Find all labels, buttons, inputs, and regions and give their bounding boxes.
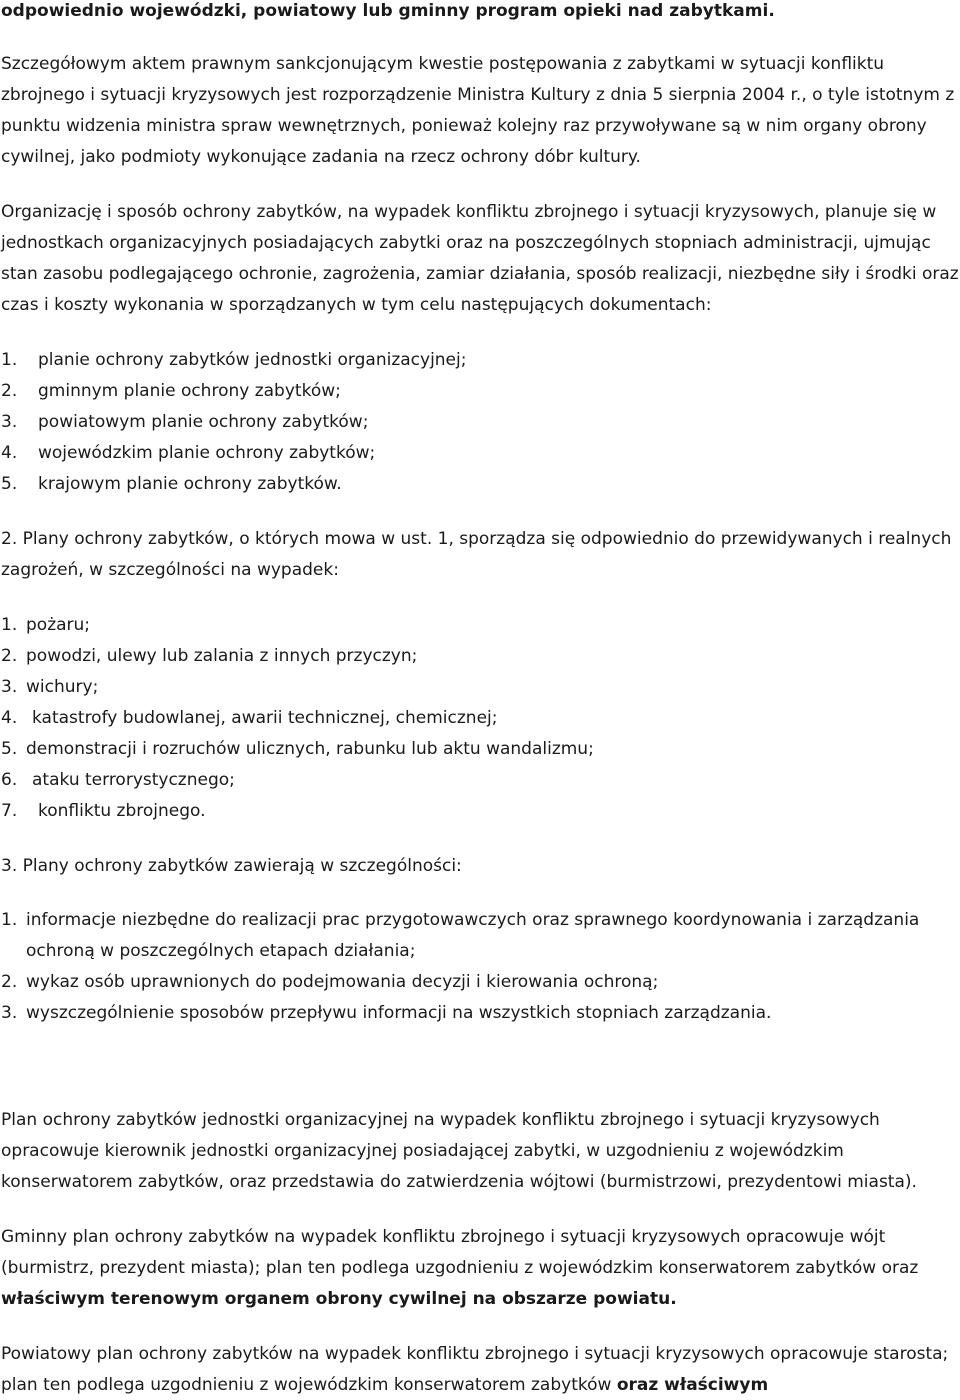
list-item [1, 672, 959, 703]
paragraph-organization: Organizację i sposób ochrony zabytków, na wypadek konfliktu zbrojnego i sytuacji kryzysowych, planuje się w jednostkach organizacyjnych posiadających zabytki oraz na poszczególnych stopniach administracji, ujmując stan zasobu podlegającego ochronie, zagrożenia, zamiar działania, sposób realizacji, niezbędne siły i środki oraz czas i koszty wykonania w sporządzanych w tym celu następujących dokumentach: [1, 202, 959, 315]
list-number: 2. [1, 381, 18, 401]
list-item [1, 998, 959, 1029]
list-number: 4. [1, 443, 18, 463]
list-item [1, 610, 959, 641]
list-text: wyszczególnienie sposobów przepływu informacji na wszystkich stopniach zarządzania. [26, 1003, 772, 1023]
list-number: 1. [1, 350, 18, 370]
list-text: demonstracji i rozruchów ulicznych, rabunku lub aktu wandalizmu; [26, 739, 594, 759]
list-item [1, 967, 959, 998]
list-number: 7. [1, 801, 18, 821]
paragraph-unit-plan: Plan ochrony zabytków jednostki organizacyjnej na wypadek konfliktu zbrojnego i sytuacji kryzysowych opracowuje kierownik jednostki organizacyjnej posiadającej zabytki, w uzgodnieniu z wojewódzkim konserwatorem zabytków, oraz przedstawia do zatwierdzenia wójtowi (burmistrzowi, prezydentowi miasta). [1, 1110, 917, 1192]
list-text: powodzi, ulewy lub zalania z innych przyczyn; [26, 646, 418, 666]
list-text: wichury; [26, 677, 99, 697]
list-item [1, 905, 959, 967]
list-number: 3. [1, 412, 18, 432]
paragraph-regulation: Szczegółowym aktem prawnym sankcjonującym kwestie postępowania z zabytkami w sytuacji konfliktu zbrojnego i sytuacji kryzysowych jest rozporządzenie Ministra Kultury z dnia 5 sierpnia 2004 r., o tyle istotnym z punktu widzenia ministra spraw wewnętrznych, ponieważ kolejny raz przywoływane są w nim organy obrony cywilnej, jako podmioty wykonujące zadania na rzecz ochrony dóbr kultury. [1, 54, 955, 167]
list-number: 1. [1, 615, 18, 635]
list-text: gminnym planie ochrony zabytków; [38, 381, 341, 401]
list-item [1, 734, 959, 765]
list-text: planie ochrony zabytków jednostki organizacyjnej; [38, 350, 467, 370]
list-text: krajowym planie ochrony zabytków. [38, 474, 342, 494]
list-text: informacje niezbędne do realizacji prac przygotowawczych oraz sprawnego koordynowania i zarządzania ochroną w poszczególnych etapach działania; [26, 910, 920, 961]
list-item [1, 641, 959, 672]
list-item [1, 438, 959, 469]
list-text: konfliktu zbrojnego. [38, 801, 206, 821]
commune-plan-text: Gminny plan ochrony zabytków na wypadek konfliktu zbrojnego i sytuacji kryzysowych opracowuje wójt (burmistrz, prezydent miasta); plan ten podlega uzgodnieniu z wojewódzkim konserwatorem zabytków oraz [1, 1227, 919, 1278]
county-plan-bold: oraz właściwym [616, 1375, 769, 1395]
paragraph-contents: 3. Plany ochrony zabytków zawierają w szczególności: [1, 856, 462, 876]
list-item [1, 469, 959, 500]
list-number: 6. [1, 770, 18, 790]
list-text: wykaz osób uprawnionych do podejmowania decyzji i kierowania ochroną; [26, 972, 659, 992]
list-text: wojewódzkim planie ochrony zabytków; [38, 443, 376, 463]
list-number: 4. [1, 708, 18, 728]
paragraph-county-plan [1, 1339, 959, 1400]
list-item [1, 407, 959, 438]
top-line: odpowiednio wojewódzki, powiatowy lub gminny program opieki nad zabytkami. [1, 1, 775, 21]
list-number: 3. [1, 1003, 18, 1023]
list-item [1, 703, 959, 734]
list-text: powiatowym planie ochrony zabytków; [38, 412, 369, 432]
list-number: 1. [1, 910, 18, 930]
county-plan-text: Powiatowy plan ochrony zabytków na wypadek konfliktu zbrojnego i sytuacji kryzysowych opracowuje starosta; plan ten podlega uzgodnieniu z wojewódzkim konserwatorem zabytków [1, 1344, 949, 1395]
list-number: 5. [1, 739, 18, 759]
list-number: 2. [1, 972, 18, 992]
list-number: 5. [1, 474, 18, 494]
list-text: ataku terrorystycznego; [32, 770, 235, 790]
paragraph-threats: 2. Plany ochrony zabytków, o których mowa w ust. 1, sporządza się odpowiednio do przewidywanych i realnych zagrożeń, w szczególności na wypadek: [1, 529, 952, 580]
list-item [1, 765, 959, 796]
list-text: pożaru; [26, 615, 91, 635]
list-item [1, 376, 959, 407]
list-text: katastrofy budowlanej, awarii technicznej, chemicznej; [32, 708, 498, 728]
list-item [1, 345, 959, 376]
commune-plan-bold: właściwym terenowym organem obrony cywilnej na obszarze powiatu. [1, 1289, 677, 1309]
list-item [1, 796, 959, 827]
paragraph-commune-plan [1, 1222, 959, 1315]
list-number: 3. [1, 677, 18, 697]
list-number: 2. [1, 646, 18, 666]
